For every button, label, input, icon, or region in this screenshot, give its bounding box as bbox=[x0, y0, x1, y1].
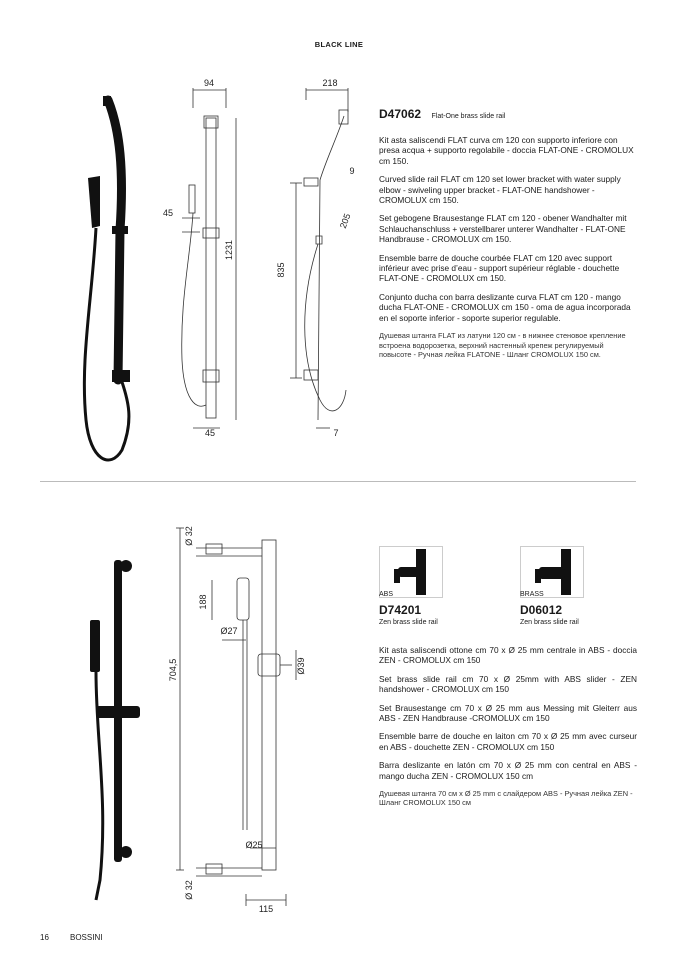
dim-704-5: 704,5 bbox=[168, 658, 178, 682]
zen-front-view bbox=[176, 528, 296, 906]
product1-text-fr: Ensemble barre de douche courbée FLAT cm 120 avec support inférieur avec prise d’eau - support supérieur réglable - douchette FLAT-ONE - CROMOLUX cm 150. bbox=[379, 252, 620, 284]
option-abs-material: ABS bbox=[379, 591, 394, 598]
dim-d27: Ø27 bbox=[220, 626, 238, 636]
dim-1231: 1231 bbox=[224, 239, 234, 261]
option-brass-material: BRASS bbox=[520, 591, 544, 598]
dim-205: 205 bbox=[337, 212, 353, 230]
brass-slider-icon bbox=[521, 547, 583, 597]
dim-d32-top: Ø 32 bbox=[184, 526, 194, 546]
brand-name: BOSSINI bbox=[70, 933, 103, 942]
product1-subtitle: Flat-One brass slide rail bbox=[431, 113, 506, 120]
dim-45-bottom: 45 bbox=[204, 428, 216, 438]
product2-text-it: Kit asta saliscendi ottone cm 70 x Ø 25 mm centrale in ABS - doccia ZEN - CROMOLUX cm 150 bbox=[379, 645, 637, 666]
dim-d25: Ø25 bbox=[245, 840, 263, 850]
section-title: BLACK LINE bbox=[314, 40, 364, 49]
product1-text-it: Kit asta saliscendi FLAT curva cm 120 con supporto inferiore con presa acqua + supporto regolabile - doccia FLAT-ONE - CROMOLUX cm 150. bbox=[379, 135, 634, 166]
product1-text-es: Conjunto ducha con barra deslizante curva FLAT cm 120 - mango ducha FLAT-ONE - CROMOLUX cm 150 - oma de agua incorporada en el soporte inferior - soporte superior regulable. bbox=[379, 291, 631, 323]
product2-description bbox=[379, 645, 637, 816]
dim-d32-bottom: Ø 32 bbox=[184, 880, 194, 900]
dim-45-top: 45 bbox=[162, 208, 174, 218]
dim-9: 9 bbox=[349, 166, 355, 176]
page-number: 16 bbox=[40, 933, 49, 942]
option-abs-subtitle: Zen brass slide rail bbox=[379, 619, 438, 626]
product1-text-de: Set gebogene Brausestange FLAT cm 120 - obener Wandhalter mit Schlauchanschluss + verstellbarer unterer Wandhalter - FLAT-ONE Handbrause - CROMOLUX cm 150. bbox=[379, 213, 627, 245]
product2-text-es: Barra deslizante en latón cm 70 x Ø 25 mm con central en ABS - mango ducha ZEN - CROMOLUX 150 cm bbox=[379, 760, 637, 781]
option-brass-code: D06012 bbox=[520, 603, 563, 617]
product2-text-de: Set Brausestange cm 70 x Ø 25 mm aus Messing mit Gleiterr aus ABS - ZEN Handbrause -CROMOLUX cm 150 bbox=[379, 702, 637, 724]
dim-d39: Ø39 bbox=[296, 657, 306, 675]
dim-7: 7 bbox=[333, 428, 339, 438]
product2-text-en: Set brass slide rail cm 70 x Ø 25mm with ABS slider - ZEN handshower - CROMOLUX cm 150 bbox=[379, 673, 637, 695]
product1-text-ru: Душевая штанга FLAT из латуни 120 см - в нижнее стеновое крепление встроена водорозетка, верхний настенный крепеж регулируемый повысоте - Ручная лейка FLATONE - Шланг CROMOLUX 150 см. bbox=[379, 331, 626, 359]
dim-188: 188 bbox=[198, 594, 208, 610]
product2-text-ru: Душевая штанга 70 см х Ø 25 mm с слайдером ABS - Ручная лейка ZEN - Шланг CROMOLUX 150 см bbox=[379, 789, 633, 808]
option-brass-subtitle: Zen brass slide rail bbox=[520, 619, 579, 626]
dim-115: 115 bbox=[258, 904, 274, 914]
dim-218: 218 bbox=[322, 78, 338, 88]
product2-text-fr: Ensemble barre de douche en laiton cm 70 x Ø 25 mm avec curseur en ABS - douchette ZEN - CROMOLUX cm 150 bbox=[379, 731, 637, 752]
zen-rail-photo bbox=[90, 560, 140, 900]
product1-code: D47062 bbox=[379, 107, 422, 121]
option-abs-code: D74201 bbox=[379, 603, 422, 617]
dim-835: 835 bbox=[276, 262, 286, 278]
abs-slider-icon bbox=[380, 547, 442, 597]
product1-text-en: Curved slide rail FLAT cm 120 set lower bracket with water supply elbow - swiveling upper bracket - FLAT-ONE handshower - CROMOLUX cm 150. bbox=[379, 174, 621, 206]
dim-94: 94 bbox=[203, 78, 215, 88]
